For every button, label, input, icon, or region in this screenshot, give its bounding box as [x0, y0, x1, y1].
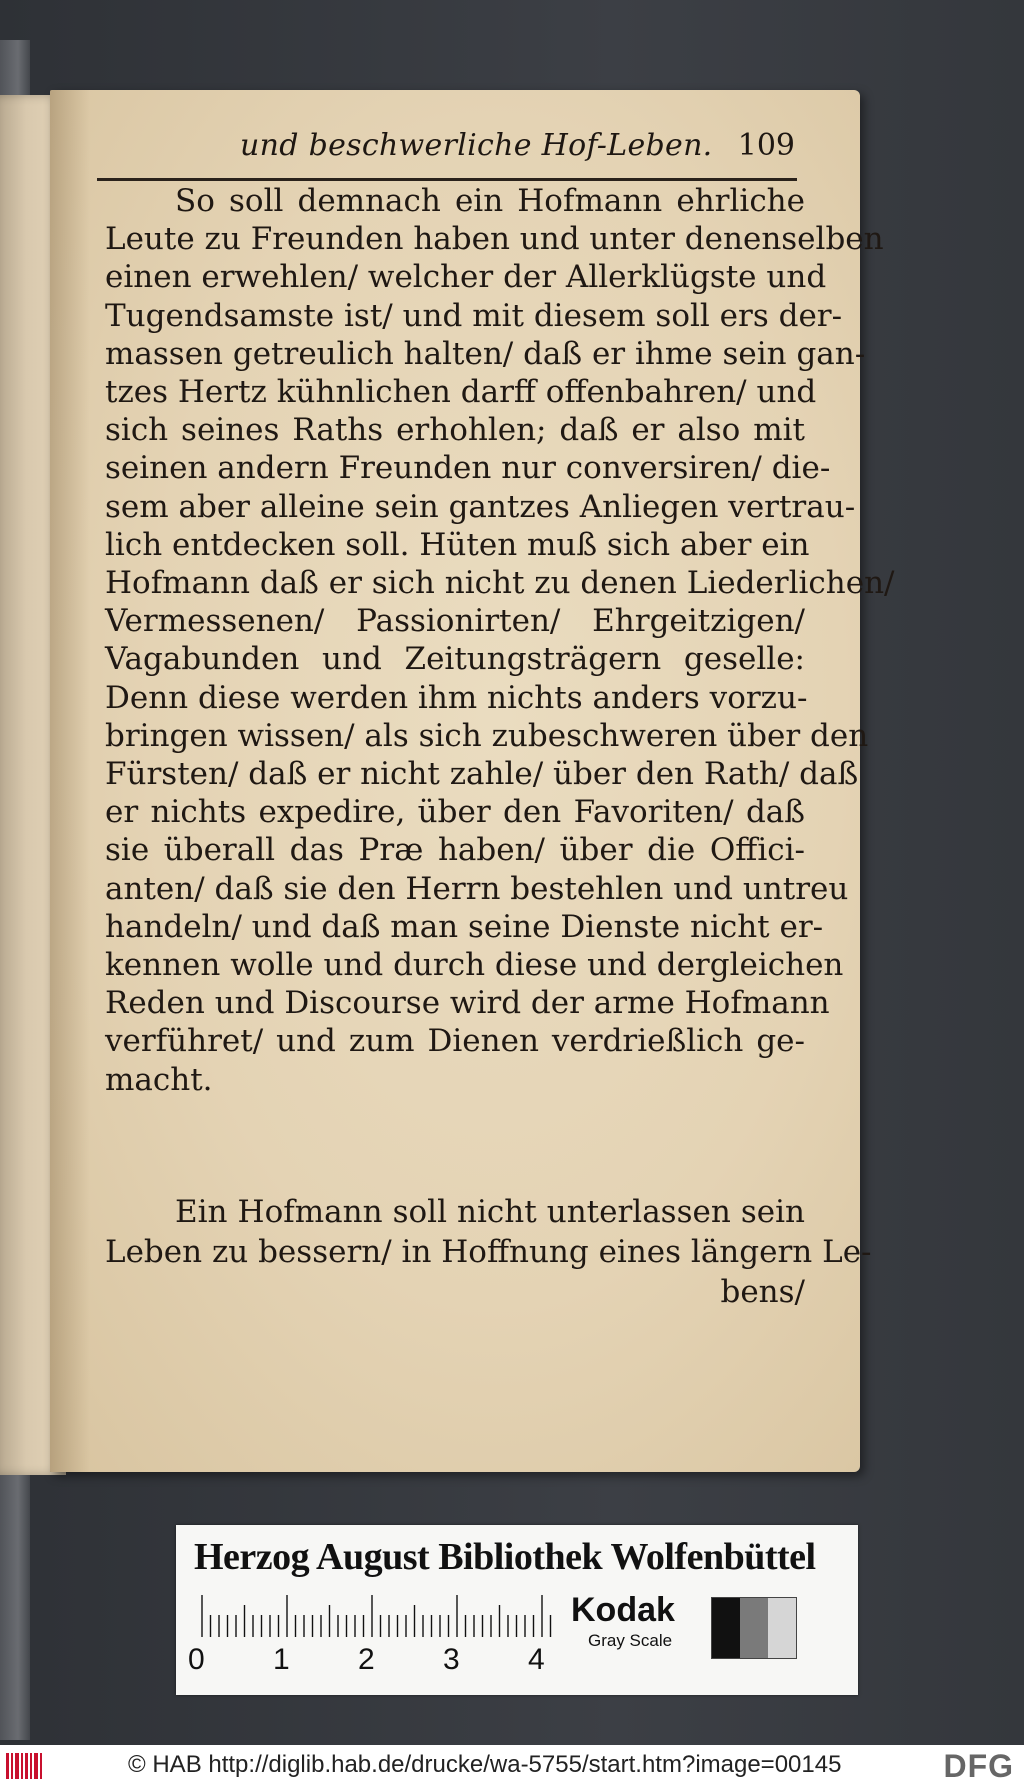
ruler-label: 4 — [528, 1643, 545, 1676]
ruler-label: 0 — [188, 1643, 205, 1676]
paragraph-2 — [105, 1192, 872, 1312]
swatch-light — [768, 1598, 796, 1658]
swatch-mid — [740, 1598, 768, 1658]
text-line: Leben zu bessern/ in Hoffnung eines längern Le- — [105, 1234, 872, 1270]
page-number: 109 — [737, 128, 795, 163]
ruler-label: 1 — [273, 1643, 290, 1676]
text-line: verführet/ und zum Dienen verdrießlich ge- — [105, 1023, 805, 1060]
book-page — [50, 90, 895, 1472]
ruler-label: 3 — [443, 1643, 460, 1676]
paragraph-1 — [105, 182, 895, 1099]
barcode-icon — [6, 1753, 46, 1779]
text-line: Tugendsamste ist/ und mit diesem soll ers der- — [105, 297, 843, 334]
text-line: Leute zu Freunden haben und unter denenselben — [105, 221, 884, 258]
page-header — [185, 128, 795, 172]
dfg-logo: DFG — [943, 1748, 1014, 1784]
text-line: macht. — [105, 1061, 213, 1098]
text-line: Ein Hofmann soll nicht unterlassen sein — [175, 1194, 805, 1230]
text-line: Vagabunden und Zeitungsträgern geselle: — [105, 641, 805, 678]
gray-swatches — [711, 1597, 797, 1659]
text-line: er nichts expedire, über den Favoriten/ daß — [105, 794, 805, 831]
text-line: So soll demnach ein Hofmann ehrliche — [175, 183, 805, 219]
text-line: massen getreulich halten/ daß er ihme sein gan- — [105, 335, 866, 372]
kodak-logo: Kodak — [571, 1591, 675, 1629]
text-line: sie überall das Præ haben/ über die Offici- — [105, 832, 805, 869]
credit-link[interactable]: © HAB http://diglib.hab.de/drucke/wa-5755/start.htm?image=00145 — [128, 1751, 842, 1778]
ruler-label: 2 — [358, 1643, 375, 1676]
color-target-card — [176, 1525, 858, 1695]
catchword: bens/ — [720, 1274, 805, 1310]
ruler-labels — [188, 1643, 608, 1677]
running-head: und beschwerliche Hof-Leben. — [240, 128, 713, 163]
library-name: Herzog August Bibliothek Wolfenbüttel — [194, 1536, 816, 1578]
text-line: sem aber alleine sein gantzes Anliegen vertrau- — [105, 488, 856, 525]
text-line: Vermessenen/ Passionirten/ Ehrgeitzigen/ — [105, 603, 805, 640]
text-line: handeln/ und daß man seine Dienste nicht er- — [105, 908, 824, 945]
ruler-scale — [196, 1595, 566, 1637]
text-line: einen erwehlen/ welcher der Allerklügste und — [105, 259, 827, 296]
text-line: Denn diese werden ihm nichts anders vorzu- — [105, 679, 808, 716]
text-line: lich entdecken soll. Hüten muß sich aber ein — [105, 526, 810, 563]
text-line: tzes Hertz kühnlichen darff offenbahren/ und — [105, 374, 817, 411]
text-line: Hofmann daß er sich nicht zu denen Liederlichen/ — [105, 565, 895, 602]
text-line: Fürsten/ daß er nicht zahle/ über den Rath/ daß — [105, 756, 859, 793]
text-line: kennen wolle und durch diese und dergleichen — [105, 947, 844, 984]
text-line: seinen andern Freunden nur conversiren/ die- — [105, 450, 831, 487]
gray-scale-label: Gray Scale — [588, 1631, 673, 1650]
text-line: anten/ daß sie den Herrn bestehlen und untreu — [105, 870, 849, 907]
footer-bar — [0, 1745, 1024, 1786]
swatch-dark — [712, 1598, 740, 1658]
text-line: sich seines Raths erhohlen; daß er also mit — [105, 412, 805, 449]
text-line: bringen wissen/ als sich zubeschweren über den — [105, 717, 869, 754]
header-rule — [97, 178, 797, 181]
text-line: Reden und Discourse wird der arme Hofmann — [105, 985, 830, 1022]
